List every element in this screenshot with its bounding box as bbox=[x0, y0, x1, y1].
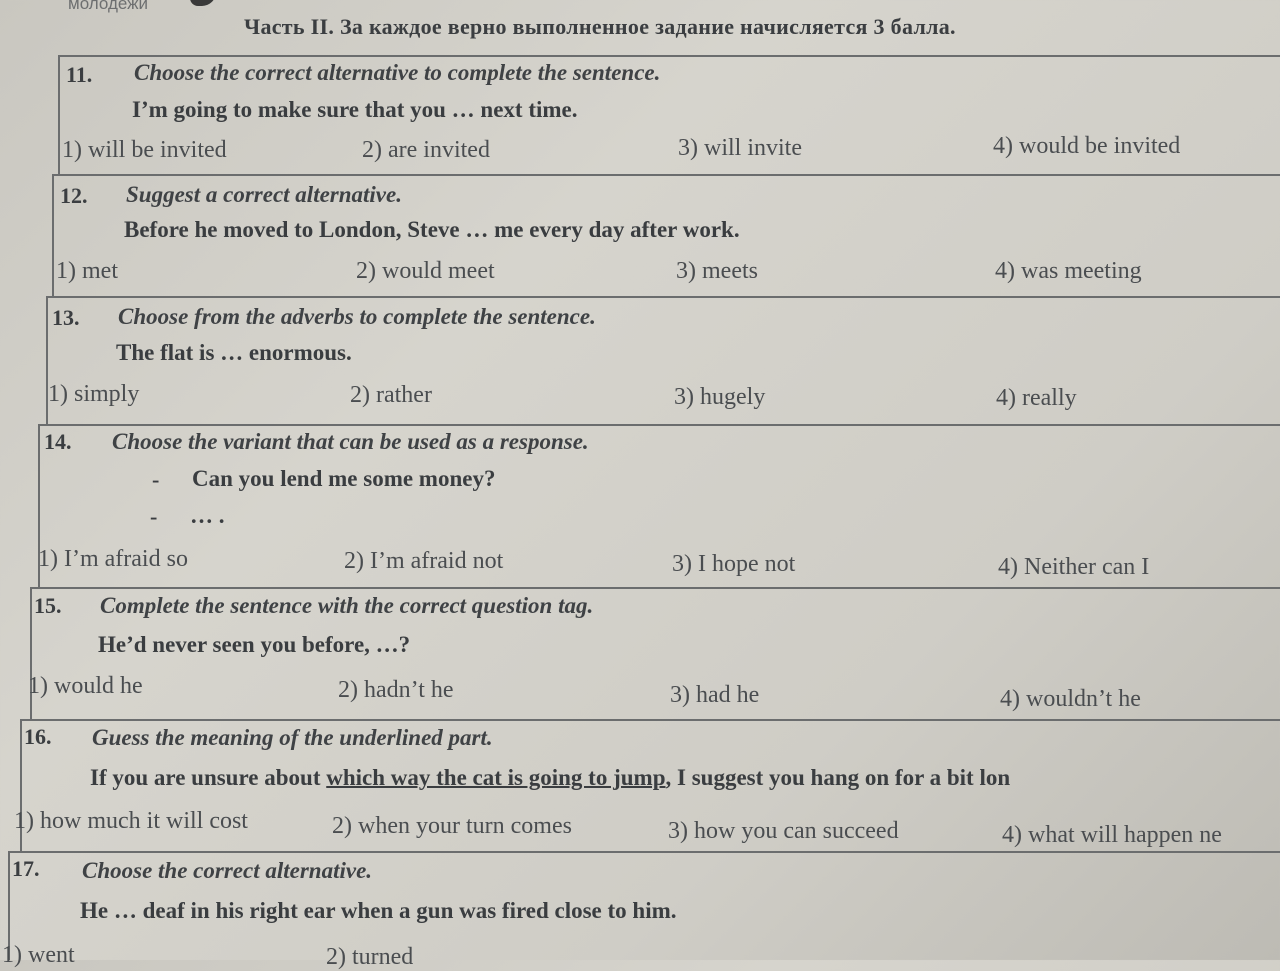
answer-option[interactable]: 1) how much it will cost bbox=[14, 808, 248, 834]
question-number: 16. bbox=[24, 724, 52, 749]
section-header: Часть II. За каждое верно выполненное задание начисляется 3 балла. bbox=[244, 14, 956, 39]
table-left-border bbox=[52, 174, 54, 296]
table-divider bbox=[48, 296, 1280, 298]
answer-option[interactable]: 4) would be invited bbox=[993, 133, 1181, 159]
dialogue-line: Can you lend me some money? bbox=[192, 466, 496, 491]
table-border-top bbox=[58, 55, 1280, 57]
answer-option[interactable]: 4) Neither can I bbox=[998, 554, 1150, 580]
answer-option[interactable]: 1) simply bbox=[48, 381, 140, 407]
question-instruction: Choose the correct alternative. bbox=[82, 858, 373, 883]
answer-option[interactable]: 2) hadn’t he bbox=[338, 677, 454, 703]
answer-option[interactable]: 3) had he bbox=[670, 682, 760, 708]
answer-option[interactable]: 1) met bbox=[56, 258, 118, 284]
answer-option[interactable]: 1) will be invited bbox=[62, 137, 227, 163]
answer-option[interactable]: 4) was meeting bbox=[995, 258, 1142, 284]
question-instruction: Guess the meaning of the underlined part. bbox=[92, 725, 493, 750]
ink-blot bbox=[190, 0, 216, 6]
answer-option[interactable]: 3) I hope not bbox=[672, 551, 796, 577]
question-number: 13. bbox=[52, 305, 80, 330]
question-sentence bbox=[90, 765, 1010, 791]
question-instruction: Complete the sentence with the correct question tag. bbox=[100, 593, 594, 618]
table-left-border bbox=[58, 55, 60, 175]
table-divider bbox=[10, 851, 1280, 853]
answer-option[interactable]: 1) went bbox=[2, 942, 75, 968]
sentence-part: If you are unsure about bbox=[90, 765, 327, 790]
answer-option[interactable]: 2) rather bbox=[350, 382, 432, 408]
sentence-part: , I suggest you hang on for a bit lon bbox=[665, 765, 1011, 790]
table-divider bbox=[32, 587, 1280, 589]
question-number: 17. bbox=[12, 856, 40, 881]
question-number: 15. bbox=[34, 593, 62, 618]
dialogue-dash: - bbox=[152, 467, 160, 492]
answer-option[interactable]: 3) how you can succeed bbox=[668, 818, 899, 844]
question-instruction: Choose from the adverbs to complete the sentence. bbox=[118, 304, 596, 329]
answer-option[interactable]: 2) I’m afraid not bbox=[344, 548, 504, 574]
table-divider bbox=[22, 719, 1280, 721]
question-number: 14. bbox=[44, 429, 72, 454]
question-sentence: I’m going to make sure that you … next time. bbox=[132, 97, 578, 122]
dialogue-dash: - bbox=[150, 504, 158, 529]
answer-option[interactable]: 4) wouldn’t he bbox=[1000, 686, 1141, 712]
top-fragment-text: молодежи bbox=[68, 0, 149, 13]
underlined-phrase: which way the cat is going to jump bbox=[326, 765, 666, 790]
answer-option[interactable]: 3) meets bbox=[676, 258, 758, 284]
answer-option[interactable]: 4) what will happen ne bbox=[1002, 822, 1222, 848]
question-number: 11. bbox=[66, 62, 93, 87]
answer-option[interactable]: 2) turned bbox=[326, 944, 414, 970]
question-instruction: Choose the variant that can be used as a response. bbox=[112, 429, 589, 454]
answer-option[interactable]: 2) are invited bbox=[362, 137, 490, 163]
answer-option[interactable]: 2) would meet bbox=[356, 258, 495, 284]
question-instruction: Choose the correct alternative to complete the sentence. bbox=[134, 60, 661, 85]
answer-option[interactable]: 1) would he bbox=[28, 673, 143, 699]
answer-option[interactable]: 4) really bbox=[996, 385, 1077, 411]
question-number: 12. bbox=[60, 183, 88, 208]
dialogue-line: … . bbox=[190, 503, 225, 528]
table-divider bbox=[54, 174, 1280, 176]
answer-option[interactable]: 3) hugely bbox=[674, 384, 766, 410]
answer-option[interactable]: 3) will invite bbox=[678, 135, 802, 161]
answer-option[interactable]: 1) I’m afraid so bbox=[38, 546, 188, 572]
question-sentence: He’d never seen you before, …? bbox=[98, 632, 411, 657]
question-sentence: The flat is … enormous. bbox=[116, 340, 352, 365]
answer-option[interactable]: 2) when your turn comes bbox=[332, 813, 572, 839]
question-sentence: He … deaf in his right ear when a gun was fired close to him. bbox=[80, 898, 677, 923]
question-instruction: Suggest a correct alternative. bbox=[126, 182, 402, 207]
table-divider bbox=[40, 424, 1280, 426]
question-sentence: Before he moved to London, Steve … me every day after work. bbox=[124, 217, 740, 242]
